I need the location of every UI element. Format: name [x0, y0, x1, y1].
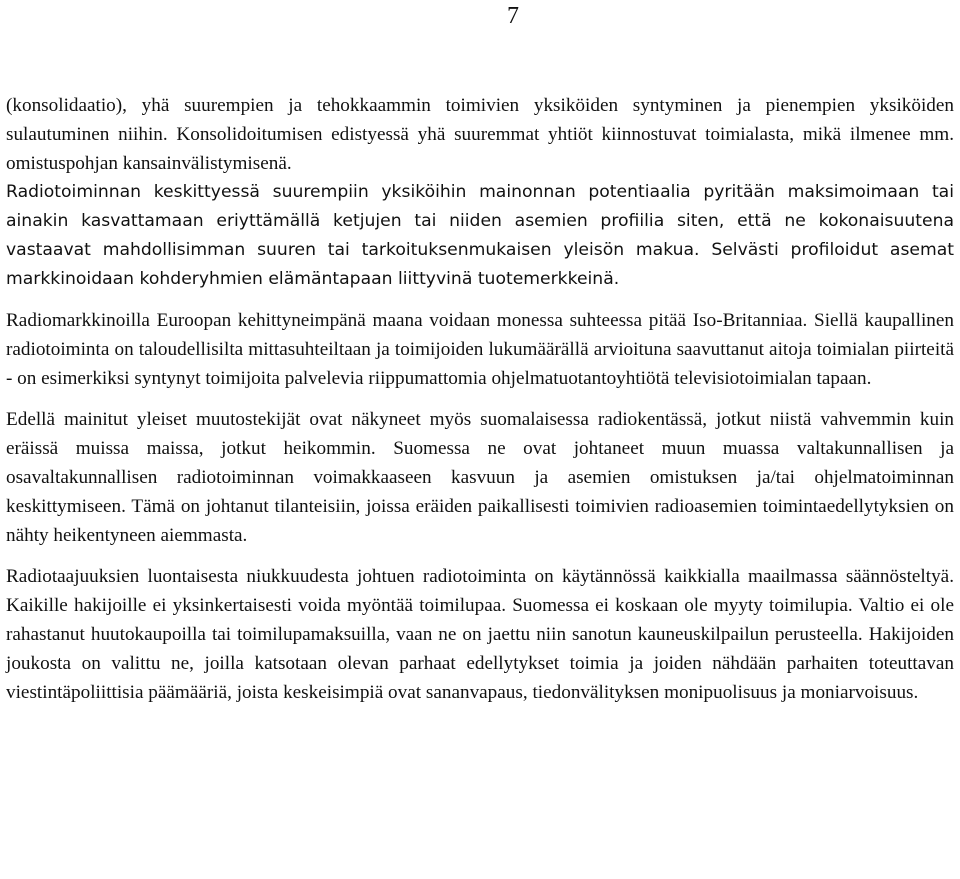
- paragraph-2: Radiotoiminnan keskittyessä suurempiin yksiköihin mainonnan potentiaalia pyritään maksimoimaan tai ainakin kasvattamaan eriyttämällä ketjujen tai niiden asemien profiilia siten, että ne kokonaisuutena vastaavat mahdollisimman suuren tai tarkoituksenmukaisen yleisön makua. Selvästi profiloidut asemat markkinoidaan kohderyhmien elämäntapaan liittyvinä tuotemerkkeinä.: [6, 182, 954, 289]
- paragraph-4: Edellä mainitut yleiset muutostekijät ovat näkyneet myös suomalaisessa radiokentässä, jotkut niistä vahvemmin kuin eräissä muissa maissa, jotkut heikommin. Suomessa ne ovat johtaneet muun muassa valtakunnallisen ja osavaltakunnallisen radiotoiminnan voimakkaaseen kasvuun ja asemien omistuksen ja/tai ohjelmatoiminnan keskittymiseen. Tämä on johtanut tilanteisiin, joissa eräiden paikallisesti toimivien radioasemien toimintaedellytyksien on nähty heikentyneen aiemmasta.: [6, 409, 954, 546]
- paragraph-3: Radiomarkkinoilla Euroopan kehittyneimpänä maana voidaan monessa suhteessa pitää Iso-Britanniaa. Siellä kaupallinen radiotoiminta on taloudellisilta mittasuhteiltaan ja toimijoiden lukumäärällä arvioituna saavuttanut aitoja toimialan piirteitä - on esimerkiksi syntynyt toimijoita palvelevia riippumattomia ohjelmatuotantoyhtiötä televisiotoimialan tapaan.: [6, 310, 954, 389]
- paragraph-5: Radiotaajuuksien luontaisesta niukkuudesta johtuen radiotoiminta on käytännössä kaikkialla maailmassa säännösteltyä. Kaikille hakijoille ei yksinkertaisesti voida myöntää toimilupaa. Suomessa ei koskaan ole myyty toimilupia. Valtio ei ole rahastanut huutokaupoilla tai toimilupamaksuilla, vaan ne on jaettu niin sanotun kauneuskilpailun perusteella. Hakijoiden joukosta on valittu ne, joilla katsotaan olevan parhaat edellytykset toimia ja joiden nähdään parhaiten toteuttavan viestintäpoliittisia päämääriä, joista keskeisimpiä ovat sananvapaus, tiedonvälityksen monipuolisuus ja moniarvoisuus.: [6, 566, 954, 703]
- paragraph-1: (konsolidaatio), yhä suurempien ja tehokkaammin toimivien yksiköiden syntyminen ja pienempien yksiköiden sulautuminen niihin. Konsolidoitumisen edistyessä yhä suuremmat yhtiöt kiinnostuvat toimialasta, mikä ilmenee mm. omistuspohjan kansainvälistymisenä.: [6, 95, 954, 174]
- document-body: [6, 91, 954, 707]
- page-number: 7: [507, 3, 519, 29]
